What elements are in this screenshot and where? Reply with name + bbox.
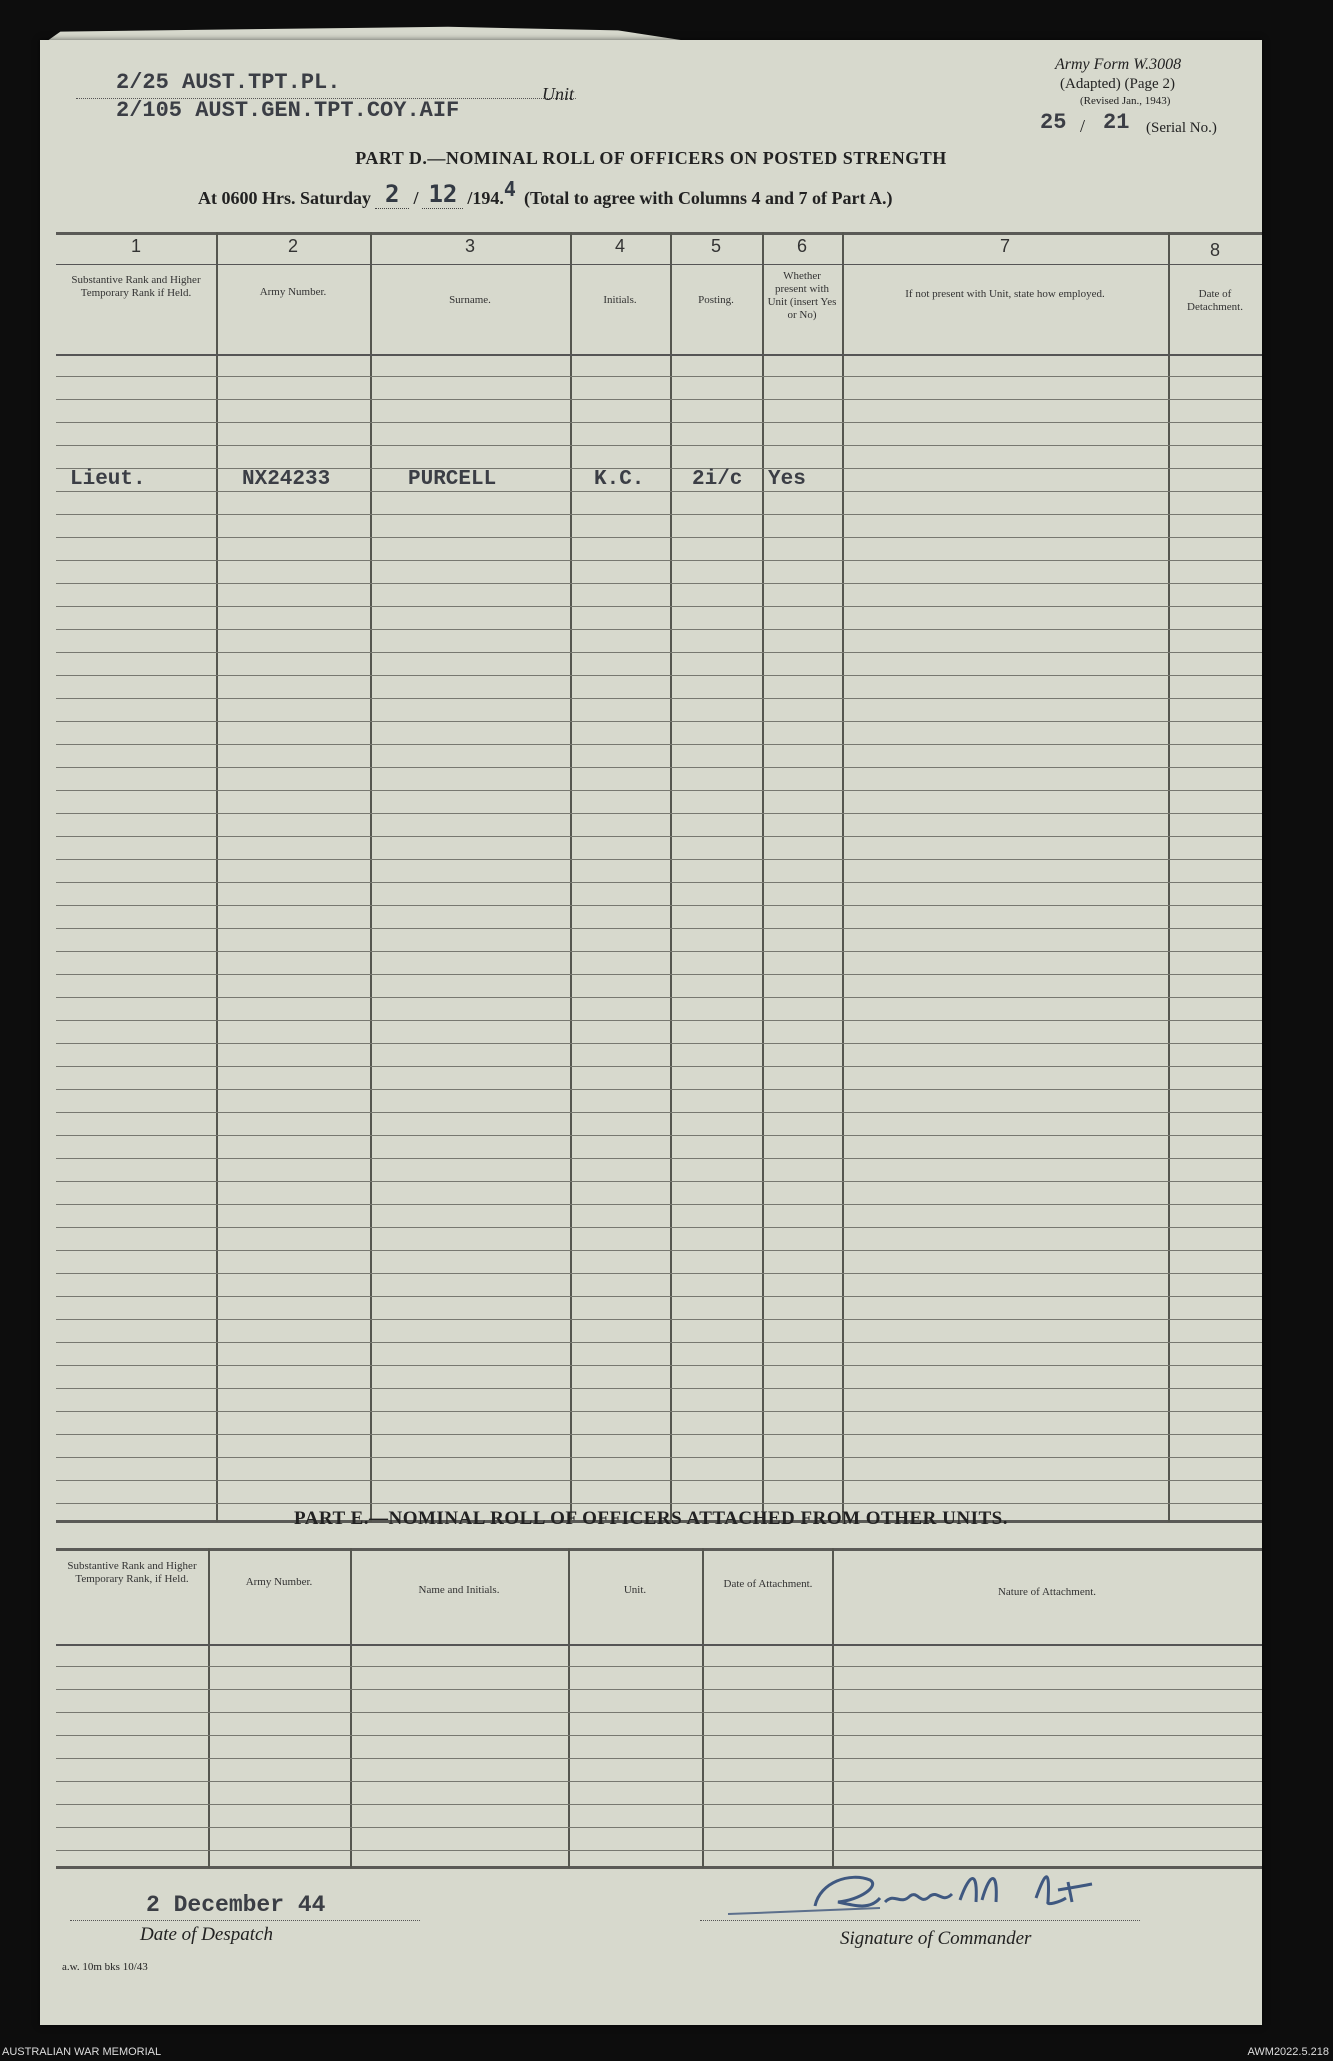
row-rule xyxy=(56,1804,1262,1805)
unit-label: Unit xyxy=(542,84,575,104)
part-e-table xyxy=(56,1548,1262,1868)
date-day: 2 xyxy=(375,180,409,209)
row-rule xyxy=(56,721,1262,722)
row-rule xyxy=(56,974,1262,975)
row-rule xyxy=(56,1758,1262,1759)
row-rule xyxy=(56,376,1262,377)
unit-line-1: 2/25 AUST.TPT.PL. xyxy=(116,70,341,95)
row-rule xyxy=(56,1480,1262,1481)
despatch-underline xyxy=(70,1920,420,1921)
entry-posting: 2i/c xyxy=(692,468,743,491)
col-header-posting: Posting. xyxy=(698,294,734,306)
row-rule xyxy=(56,445,1262,446)
despatch-label: Date of Despatch xyxy=(140,1924,273,1945)
row-rule xyxy=(56,537,1262,538)
e-col-header-unit: Unit. xyxy=(623,1584,647,1596)
row-rule xyxy=(56,1689,1262,1690)
date-year-prefix: /194. xyxy=(467,188,504,208)
row-rule xyxy=(56,1365,1262,1366)
form-page xyxy=(40,40,1262,2025)
row-rule xyxy=(56,767,1262,768)
serial-label: (Serial No.) xyxy=(1146,120,1217,136)
col-divider xyxy=(570,232,572,1522)
row-rule xyxy=(56,1227,1262,1228)
e-col-header-attachment-nature: Nature of Attachment. xyxy=(997,1586,1097,1598)
row-rule xyxy=(56,1066,1262,1067)
row-rule xyxy=(56,1043,1262,1044)
entry-initials: K.C. xyxy=(594,468,645,491)
print-code: a.w. 10m bks 10/43 xyxy=(62,1961,148,1973)
col-header-surname: Surname. xyxy=(449,294,491,306)
row-rule xyxy=(56,1388,1262,1389)
col-number-3: 3 xyxy=(464,236,475,256)
row-rule xyxy=(56,1089,1262,1090)
row-rule xyxy=(56,468,1262,469)
row-rule xyxy=(56,813,1262,814)
row-rule xyxy=(56,1158,1262,1159)
col-number-6: 6 xyxy=(796,236,807,256)
part-e-title: PART E.—NOMINAL ROLL OF OFFICERS ATTACHED FROM OTHER UNITS. xyxy=(294,1508,1008,1529)
col-number-rule xyxy=(56,264,1262,265)
row-rule xyxy=(56,1712,1262,1713)
col-header-rank: Substantive Rank and Higher Temporary Rank if Held. xyxy=(71,274,201,299)
header-bottom-rule xyxy=(56,1644,1262,1646)
part-d-title: PART D.—NOMINAL ROLL OF OFFICERS ON POSTED STRENGTH xyxy=(355,148,947,168)
form-title: Army Form W.3008 xyxy=(1055,56,1182,73)
e-col-header-attachment-date: Date of Attachment. xyxy=(723,1578,813,1590)
row-rule xyxy=(56,652,1262,653)
entry-present: Yes xyxy=(768,468,806,491)
col-number-8: 8 xyxy=(1209,240,1220,260)
signature-underline xyxy=(700,1920,1140,1921)
row-rule xyxy=(56,560,1262,561)
unit-line-2: 2/105 AUST.GEN.TPT.COY.AIF xyxy=(116,98,460,123)
serial-a: 25 xyxy=(1040,110,1067,135)
col-divider xyxy=(832,1548,834,1868)
row-rule xyxy=(56,698,1262,699)
row-rule xyxy=(56,1850,1262,1851)
table-top-border xyxy=(56,1548,1262,1551)
col-number-1: 1 xyxy=(130,236,141,256)
footer-right: AWM2022.5.218 xyxy=(1247,2046,1329,2058)
row-rule xyxy=(56,997,1262,998)
date-line xyxy=(198,177,893,209)
row-rule xyxy=(56,399,1262,400)
form-adapted: (Adapted) (Page 2) xyxy=(1060,76,1175,92)
col-divider xyxy=(208,1548,210,1868)
row-rule xyxy=(56,629,1262,630)
date-slash: / xyxy=(413,188,419,208)
row-rule xyxy=(56,928,1262,929)
col-divider xyxy=(670,232,672,1522)
col-divider xyxy=(216,232,218,1522)
col-divider xyxy=(762,232,764,1522)
row-rule xyxy=(56,1827,1262,1828)
row-rule xyxy=(56,951,1262,952)
serial-sep: / xyxy=(1080,116,1086,136)
row-rule xyxy=(56,491,1262,492)
row-rule xyxy=(56,1503,1262,1504)
row-rule xyxy=(56,1296,1262,1297)
date-year-digit: 4 xyxy=(503,177,516,201)
table-top-border xyxy=(56,232,1262,235)
date-prefix: At 0600 Hrs. Saturday xyxy=(198,188,372,208)
commander-signature xyxy=(720,1862,1240,1932)
serial-b: 21 xyxy=(1103,110,1130,135)
col-divider xyxy=(842,232,844,1522)
col-divider xyxy=(1168,232,1170,1522)
row-rule xyxy=(56,606,1262,607)
row-rule xyxy=(56,1020,1262,1021)
col-header-initials: Initials. xyxy=(603,294,637,306)
form-revised: (Revised Jan., 1943) xyxy=(1080,95,1171,107)
part-d-table xyxy=(56,232,1262,1522)
row-rule xyxy=(56,1434,1262,1435)
col-divider xyxy=(702,1548,704,1868)
row-rule xyxy=(56,1735,1262,1736)
e-col-header-army-number: Army Number. xyxy=(245,1576,313,1588)
col-number-7: 7 xyxy=(999,236,1010,256)
row-rule xyxy=(56,514,1262,515)
signature-label: Signature of Commander xyxy=(840,1928,1032,1949)
col-header-detachment: Date of Detachment. xyxy=(1187,288,1243,313)
row-rule xyxy=(56,1781,1262,1782)
col-number-2: 2 xyxy=(287,236,298,256)
col-header-employment: If not present with Unit, state how employed. xyxy=(905,288,1105,300)
row-rule xyxy=(56,1457,1262,1458)
row-rule xyxy=(56,859,1262,860)
entry-rank: Lieut. xyxy=(70,468,146,491)
footer-left: AUSTRALIAN WAR MEMORIAL xyxy=(2,2046,162,2058)
row-rule xyxy=(56,1181,1262,1182)
row-rule xyxy=(56,583,1262,584)
row-rule xyxy=(56,1250,1262,1251)
row-rule xyxy=(56,790,1262,791)
row-rule xyxy=(56,905,1262,906)
col-header-present: Whether present with Unit (insert Yes or No) xyxy=(767,270,837,321)
entry-army-number: NX24233 xyxy=(242,468,331,491)
row-rule xyxy=(56,1319,1262,1320)
row-rule xyxy=(56,1411,1262,1412)
row-rule xyxy=(56,1135,1262,1136)
col-number-4: 4 xyxy=(614,236,625,256)
row-rule xyxy=(56,1273,1262,1274)
e-col-header-rank: Substantive Rank and Higher Temporary Rank, if Held. xyxy=(67,1560,197,1585)
row-rule xyxy=(56,422,1262,423)
e-col-header-name: Name and Initials. xyxy=(418,1584,500,1596)
row-rule xyxy=(56,1204,1262,1205)
row-rule xyxy=(56,1342,1262,1343)
despatch-date: 2 December 44 xyxy=(146,1892,326,1918)
row-rule xyxy=(56,1666,1262,1667)
row-rule xyxy=(56,675,1262,676)
date-suffix: (Total to agree with Columns 4 and 7 of Part A.) xyxy=(523,188,893,208)
row-rule xyxy=(56,882,1262,883)
row-rule xyxy=(56,1112,1262,1113)
col-number-5: 5 xyxy=(710,236,721,256)
row-rule xyxy=(56,744,1262,745)
col-divider xyxy=(350,1548,352,1868)
col-divider xyxy=(568,1548,570,1868)
date-month: 12 xyxy=(422,180,463,209)
header-bottom-rule xyxy=(56,354,1262,356)
col-header-army-number: Army Number. xyxy=(259,286,327,298)
col-divider xyxy=(370,232,372,1522)
entry-surname: PURCELL xyxy=(408,468,497,491)
row-rule xyxy=(56,836,1262,837)
